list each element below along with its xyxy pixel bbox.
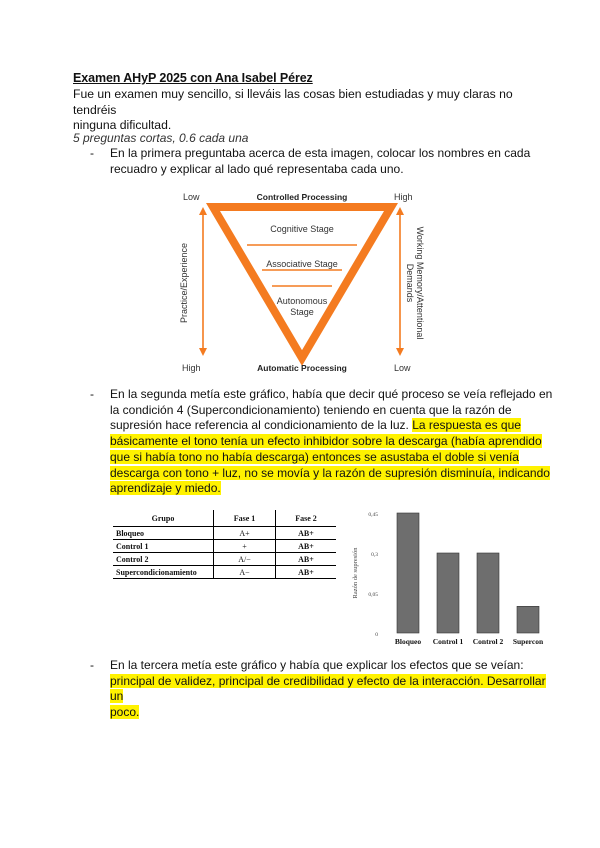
text-line: la condición 4 (Supercondicionamiento) teniendo en cuenta que la razón de [110, 402, 512, 417]
text-line [110, 466, 555, 482]
groups-table [113, 510, 336, 579]
stage-cognitive: Cognitive Stage [270, 224, 334, 234]
left-axis-label: Practice/Experience [179, 242, 189, 324]
bar [437, 553, 459, 633]
y-tick-label: 0 [375, 632, 378, 638]
arrow-head-icon [199, 207, 207, 215]
bar [477, 553, 499, 633]
question-2-text [110, 387, 555, 497]
table-cell: A+ [214, 527, 276, 540]
table-row [113, 540, 336, 553]
pyramid-bottom-right-label: Low [394, 363, 411, 373]
bullet-dash: - [90, 658, 94, 672]
table-header-row [113, 510, 336, 527]
table-cell: AB+ [276, 553, 337, 566]
text-segment: supresión hace referencia al condicionamiento de la luz. [110, 418, 409, 433]
x-tick-label: Supercon [512, 637, 544, 646]
pyramid-top-left-label: Low [183, 192, 200, 202]
highlighted-answer: descarga con tono + luz, no se movía y la razón de supresión disminuía, indicando [110, 465, 550, 480]
text-line [110, 481, 555, 497]
table-cell: AB+ [276, 566, 337, 579]
highlighted-answer: básicamente el tono tenía un efecto inhibidor sobre la descarga (había aprendido [110, 434, 542, 449]
text-line [110, 450, 555, 466]
text-line: En la tercera metía este gráfico y había que explicar los efectos que se veían: [110, 658, 524, 672]
stage-autonomous-2: Stage [290, 307, 314, 317]
bullet-dash: - [90, 146, 94, 160]
table-cell: A/− [214, 553, 276, 566]
text-line: En la primera preguntaba acerca de esta imagen, colocar los nombres en cada [110, 146, 531, 160]
right-axis-label-1: Working Memory/Attentional [415, 226, 425, 340]
bar [517, 606, 539, 633]
y-tick-label: 0,05 [368, 592, 378, 598]
x-tick-label: Control 2 [472, 637, 504, 646]
text-line [110, 705, 555, 721]
text-line [110, 418, 555, 434]
highlighted-answer: poco. [110, 705, 140, 720]
bar [397, 513, 419, 633]
arrow-head-icon [396, 207, 404, 215]
table-cell: AB+ [276, 527, 337, 540]
pyramid-top-right-label: High [394, 192, 413, 202]
x-tick-label: Bloqueo [394, 637, 422, 646]
table-row [113, 527, 336, 540]
text-line: En la segunda metía este gráfico, había que decir qué proceso se veía reflejado en [110, 387, 553, 401]
intro-line: ninguna dificultad. [73, 118, 172, 132]
arrow-head-icon [199, 348, 207, 356]
right-axis-label-2: Demands [405, 263, 415, 303]
x-tick-label: Control 1 [432, 637, 464, 646]
highlighted-answer: La respuesta es que [412, 418, 521, 433]
intro-line: Fue un examen muy sencillo, si lleváis las cosas bien estudiadas y muy claras no tendréis [73, 87, 513, 117]
table-row [113, 553, 336, 566]
stage-associative: Associative Stage [266, 259, 338, 269]
table-cell: Control 2 [116, 554, 149, 564]
table-cell: AB+ [276, 540, 337, 553]
suppression-ratio-bar-chart [348, 505, 553, 650]
y-tick-label: 0,3 [371, 552, 378, 558]
highlighted-answer: aprendizaje y miedo. [110, 481, 221, 496]
pyramid-top-title: Controlled Processing [256, 192, 348, 202]
table-cell: A− [214, 566, 276, 579]
bullet-dash: - [90, 387, 94, 401]
table-row [113, 566, 336, 579]
arrow-head-icon [396, 348, 404, 356]
document-title: Examen AHyP 2025 con Ana Isabel Pérez [73, 71, 313, 85]
table-header: Grupo [113, 510, 214, 527]
processing-pyramid-diagram [165, 188, 440, 378]
section-heading: 5 preguntas cortas, 0.6 cada una [73, 131, 249, 145]
text-line [110, 434, 555, 450]
intro-paragraph [73, 87, 543, 134]
table-header: Fase 2 [276, 510, 337, 527]
table-header: Fase 1 [214, 510, 276, 527]
table-cell: Control 1 [116, 541, 149, 551]
highlighted-answer: que si había tono no había descarga) entonces se asustaba el doble si venía [110, 449, 519, 464]
y-tick-label: 0,45 [368, 512, 378, 518]
question-3-text [110, 658, 555, 721]
y-axis-label: Razón de supresión [352, 547, 359, 599]
text-line: recuadro y explicar al lado qué representaba cada uno. [110, 161, 404, 176]
table-cell: Supercondicionamiento [116, 567, 197, 577]
pyramid-bottom-left-label: High [182, 363, 201, 373]
question-1-text [110, 146, 550, 177]
stage-autonomous: Autonomous [276, 296, 328, 306]
table-cell: + [214, 540, 276, 553]
text-line [110, 674, 555, 705]
highlighted-answer: principal de validez, principal de credibilidad y efecto de la interacción. Desarrollar un [110, 673, 546, 704]
table-cell: Bloqueo [116, 528, 145, 538]
pyramid-bottom-title: Automatic Processing [257, 363, 347, 373]
